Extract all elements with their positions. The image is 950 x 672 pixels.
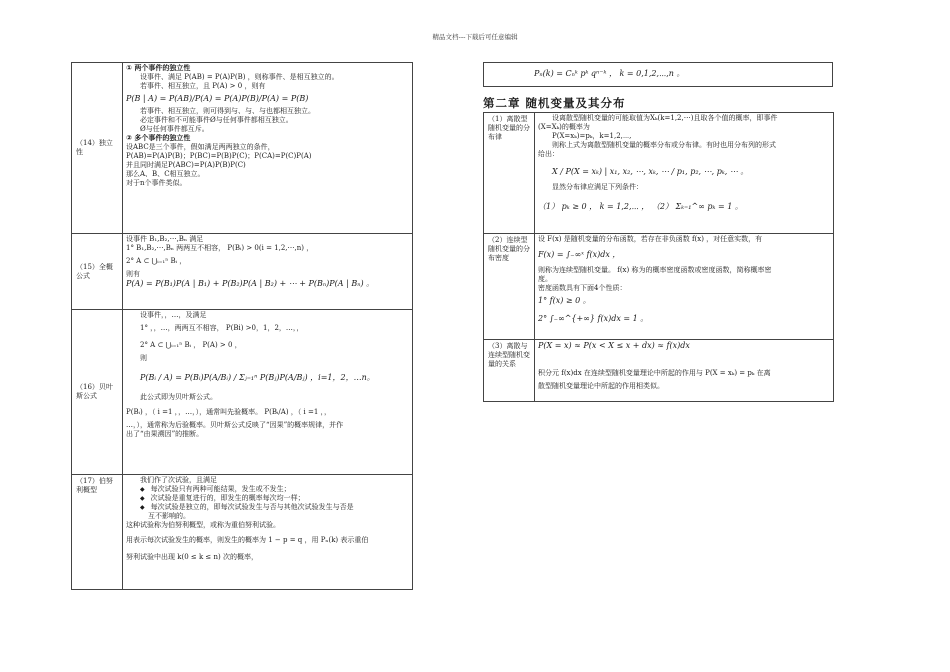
row-label-bernoulli: （17）伯努利概型: [72, 475, 123, 590]
text-line: 1° ，，…，两两互不相容， P(Bi) >0，1，2，…，，: [140, 323, 304, 332]
text-line: 并且同时满足P(ABC)=P(A)P(B)P(C): [126, 160, 246, 169]
formula-line: （1） pₖ ≥ 0 ， k = 1,2,⋯ ， （2） Σₖ₌₁^∞ pₖ = 1 。: [538, 201, 743, 211]
left-formula-table: [71, 62, 413, 590]
text-line: 显然分布律应满足下列条件：: [552, 183, 643, 191]
bullet-item: ◆ 次试验是重复进行的，即发生的概率每次均一样；: [126, 494, 409, 503]
row-label-bayes: （16）贝叶斯公式: [72, 310, 123, 475]
table-row: [484, 113, 834, 234]
formula-line: P(Bᵢ / A) = P(Bᵢ)P(A/Bᵢ) / Σⱼ₌₁ⁿ P(Bⱼ)P(A/Bⱼ) ，i=1，2，…n。: [140, 372, 375, 382]
formula-line: 1° f(x) ≥ 0 。: [538, 296, 591, 306]
text-line: 设事件 B₁,B₂,⋯,Bₙ 满足: [126, 235, 204, 243]
text-line: …，），通常称为后验概率。贝叶斯公式反映了“因果”的概率规律，并作: [126, 420, 344, 429]
text-line: P(Bᵢ) ，（ i =1 ，，…，），通常叫先验概率。 P(Bᵢ/A) ，（ i =1 ，，: [126, 408, 332, 416]
row-label-discrete-continuous-relation: （3）离散与连续型随机变量的关系: [484, 340, 535, 402]
text-line: 设离散型随机变量的可能取值为Xₖ(k=1,2,⋯)且取各个值的概率，即事件: [552, 114, 778, 122]
bullet-item: ◆ 每次试验是独立的，即每次试验发生与否与其他次试验发生与否是: [126, 503, 409, 512]
formula-line: 2° ∫₋∞^{+∞} f(x)dx = 1 。: [538, 314, 649, 324]
text-line: P(AB)=P(A)P(B)；P(BC)=P(B)P(C)；P(CA)=P(C)P(A): [126, 151, 312, 160]
text-line: 这种试验称为伯努利概型，或称为重伯努利试验。: [126, 520, 280, 529]
text-line: 则有: [126, 269, 140, 278]
text-line: 出了“由果溯因”的推断。: [126, 429, 204, 438]
right-formula-table: [483, 112, 834, 402]
table-row: [484, 340, 834, 402]
text-line: 必定事件和不可能事件Ø与任何事件都相互独立。: [140, 116, 293, 125]
text-line: 2° A ⊂ ⋃ᵢ₌₁ⁿ Bᵢ ， P(A) > 0 ，: [140, 340, 242, 349]
text-line: 若事件、相互独立，则可得到与、与、与也都相互独立。: [140, 107, 315, 116]
text-line: 则称上式为离散型随机变量的概率分布或分布律。有时也用分布列的形式: [552, 140, 776, 149]
text-line: 此公式即为贝叶斯公式。: [140, 393, 217, 402]
table-row: [72, 475, 413, 590]
row-content-discrete-continuous-relation: [535, 340, 834, 402]
table-row: [72, 63, 413, 234]
formula-line: F(x) = ∫₋∞ˣ f(x)dx ，: [538, 249, 621, 259]
formula-line: P(B | A) = P(AB)/P(A) = P(A)P(B)/P(A) = P(B): [126, 93, 309, 103]
row-content-bernoulli: [123, 475, 413, 590]
text-line: 则: [140, 353, 147, 362]
text-line: 密度函数具有下面4个性质：: [538, 284, 627, 293]
text-line: 互不影响的。: [148, 511, 190, 520]
page-header: 精品文档---下载后可任意编辑: [432, 33, 518, 41]
bullet-item: ◆ 每次试验只有两种可能结果，发生或不发生；: [126, 485, 409, 494]
formula-line: X / P(X = xₖ) | x₁, x₂, ⋯, xₖ, ⋯ / p₁, p₂, ⋯, pₖ, ⋯ 。: [552, 166, 749, 176]
text-line: ① 两个事件的独立性: [126, 64, 191, 72]
row-label-independence: （14）独立性: [72, 63, 123, 234]
text-line: 我们作了次试验，且满足: [140, 476, 217, 484]
table-row: [72, 234, 413, 310]
text-line: 用表示每次试验发生的概率，则发生的概率为 1 − p = q ，用 Pₙ(k) 表示重伯: [126, 535, 369, 544]
row-label-continuous-density: （2）连续型随机变量的分布密度: [484, 234, 535, 340]
text-line: 给出：: [538, 149, 559, 158]
row-content-total-probability: [123, 234, 413, 310]
text-line: 设 F(x) 是随机变量的分布函数，若存在非负函数 f(x) ，对任意实数，有: [538, 235, 763, 243]
row-label-discrete-distribution: （1）离散型随机变量的分布律: [484, 113, 535, 234]
row-label-total-probability: （15）全概公式: [72, 234, 123, 310]
text-line: 积分元 f(x)dx 在连续型随机变量理论中所起的作用与 P(X = xₖ) = pₖ 在离: [538, 369, 771, 378]
formula-line: P(X = x) ≈ P(x < X ≤ x + dx) ≈ f(x)dx: [538, 341, 690, 350]
text-line: (X=Xₖ)的概率为: [538, 122, 590, 131]
text-line: ② 多个事件的独立性: [126, 133, 191, 142]
text-line: 设事件、满足 P(AB) = P(A)P(B) ，则称事件、是相互独立的。: [140, 72, 339, 81]
text-line: 若事件、相互独立，且 P(A) > 0 ，则有: [140, 81, 266, 90]
text-line: 1° B₁,B₂,⋯,Bₙ 两两互不相容， P(Bᵢ) > 0(i = 1,2,⋯,n) ，: [126, 243, 314, 252]
row-content-independence: [123, 63, 413, 234]
chapter-title: 第二章 随机变量及其分布: [483, 96, 626, 110]
table-row: [484, 234, 834, 340]
text-line: 则称为连续型随机变量。 f(x) 称为的概率密度函数或密度函数，简称概率密: [538, 266, 772, 275]
formula-line: Pₙ(k) = Cₙᵏ pᵏ qⁿ⁻ᵏ ， k = 0,1,2,⋯,n 。: [534, 69, 685, 79]
text-line: 2° A ⊂ ⋃ᵢ₌₁ⁿ Bᵢ ，: [126, 256, 187, 265]
text-line: 那么A、B、C相互独立。: [126, 169, 205, 178]
text-line: 设ABC是三个事件，假如满足两两独立的条件，: [126, 142, 275, 151]
row-content-continuous-density: [535, 234, 834, 340]
row-content-bayes: [123, 310, 413, 475]
right-top-formula-box: [483, 62, 833, 87]
text-line: P(X=xₖ)=pₖ，k=1,2,⋯,: [552, 131, 632, 140]
text-line: 对于n个事件类似。: [126, 178, 187, 187]
bernoulli-formula-cell: [484, 63, 833, 87]
text-line: 度。: [538, 275, 552, 284]
formula-line: P(A) = P(B₁)P(A | B₁) + P(B₂)P(A | B₂) + ⋯ + P(Bₙ)P(A | Bₙ) 。: [126, 278, 375, 288]
table-row: [72, 310, 413, 475]
text-line: Ø与任何事件都互斥。: [140, 125, 209, 133]
row-content-discrete-distribution: [535, 113, 834, 234]
text-line: 散型随机变量理论中所起的作用相类似。: [538, 382, 664, 391]
text-line: 努利试验中出现 k(0 ≤ k ≤ n) 次的概率，: [126, 552, 258, 561]
text-line: 设事件，，…，及满足: [140, 311, 207, 319]
